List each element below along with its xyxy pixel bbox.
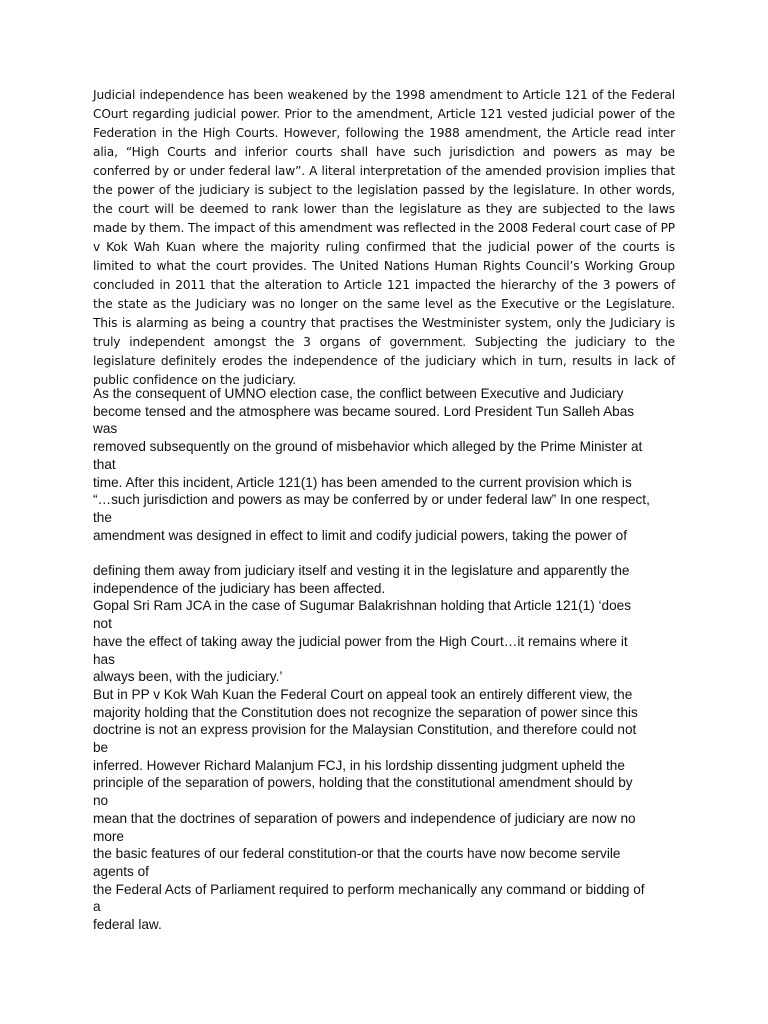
text-line: principle of the separation of powers, holding that the constitutional amendment should by: [93, 775, 633, 791]
text-line: doctrine is not an express provision for the Malaysian Constitution, and therefore could not: [93, 722, 637, 738]
text-line: time. After this incident, Article 121(1) has been amended to the current provision which is: [93, 474, 632, 490]
text-line: be: [93, 740, 109, 756]
blank-line: [93, 544, 693, 562]
text-line: As the consequent of UMNO election case, the conflict between Executive and Judiciary: [93, 386, 624, 401]
text-line: “…such jurisdiction and powers as may be conferred by or under federal law” In one respect,: [93, 492, 650, 508]
text-line: not: [93, 616, 112, 632]
text-line: always been, with the judiciary.’: [93, 669, 283, 685]
text-line: amendment was designed in effect to limit and codify judicial powers, taking the power of: [93, 527, 627, 543]
text-line: But in PP v Kok Wah Kuan the Federal Court on appeal took an entirely different view, the: [93, 686, 633, 702]
text-line: has: [93, 651, 115, 667]
text-line: removed subsequently on the ground of misbehavior which alleged by the Prime Minister at: [93, 439, 643, 455]
paragraph-judicial-independence: Judicial independence has been weakened by the 1998 amendment to Article 121 of the Federal COurt regarding judicial power. Prior to the amendment, Article 121 vested judicial power of the Federation in the High Courts. However, following the 1988 amendment, the Article read inter alia, “High Courts and inferior courts shall have such jurisdiction and powers as may be conferred by or under federal law”. A literal interpretation of the amended provision implies that the power of the judiciary is subject to the legislation passed by the legislature. In other words, the court will be deemed to rank lower than the legislature as they are subjected to the laws made by them. The impact of this amendment was reflected in the 2008 Federal court case of PP v Kok Wah Kuan where the majority ruling confirmed that the judicial power of the courts is limited to what the court provides. The United Nations Human Rights Council’s Working Group concluded in 2011 that the alteration to Article 121 impacted the hierarchy of the 3 powers of the state as the Judiciary was no longer on the same level as the Executive or the Legislature. This is alarming as being a country that practises the Westminister system, only the Judiciary is truly independent amongst the 3 organs of government. Subjecting the judiciary to the legislature definitely erodes the independence of the judiciary which in turn, results in lack of public confidence on the judiciary.: [93, 88, 675, 387]
pasted-text-block: [93, 385, 693, 934]
text-line: have the effect of taking away the judicial power from the High Court…it remains where it: [93, 633, 628, 649]
text-line: defining them away from judiciary itself and vesting it in the legislature and apparently the: [93, 563, 630, 579]
text-line: majority holding that the Constitution does not recognize the separation of power since this: [93, 704, 638, 720]
text-line: become tensed and the atmosphere was became soured. Lord President Tun Salleh Abas: [93, 403, 635, 419]
text-line: the Federal Acts of Parliament required to perform mechanically any command or bidding of: [93, 881, 645, 897]
text-line: the: [93, 509, 112, 525]
text-line: was: [93, 421, 118, 437]
text-line: Gopal Sri Ram JCA in the case of Sugumar Balakrishnan holding that Article 121(1) ‘does: [93, 598, 631, 614]
text-line: the basic features of our federal constitution-or that the courts have now become servile: [93, 846, 621, 862]
text-line: agents of: [93, 863, 149, 879]
text-line: inferred. However Richard Malanjum FCJ, in his lordship dissenting judgment upheld the: [93, 757, 625, 773]
text-line: a: [93, 899, 101, 915]
text-line: that: [93, 456, 116, 472]
text-line: mean that the doctrines of separation of powers and independence of judiciary are now no: [93, 810, 636, 826]
text-line: no: [93, 793, 109, 809]
text-line: federal law.: [93, 917, 162, 933]
text-line: independence of the judiciary has been affected.: [93, 580, 386, 596]
text-line: more: [93, 828, 124, 844]
